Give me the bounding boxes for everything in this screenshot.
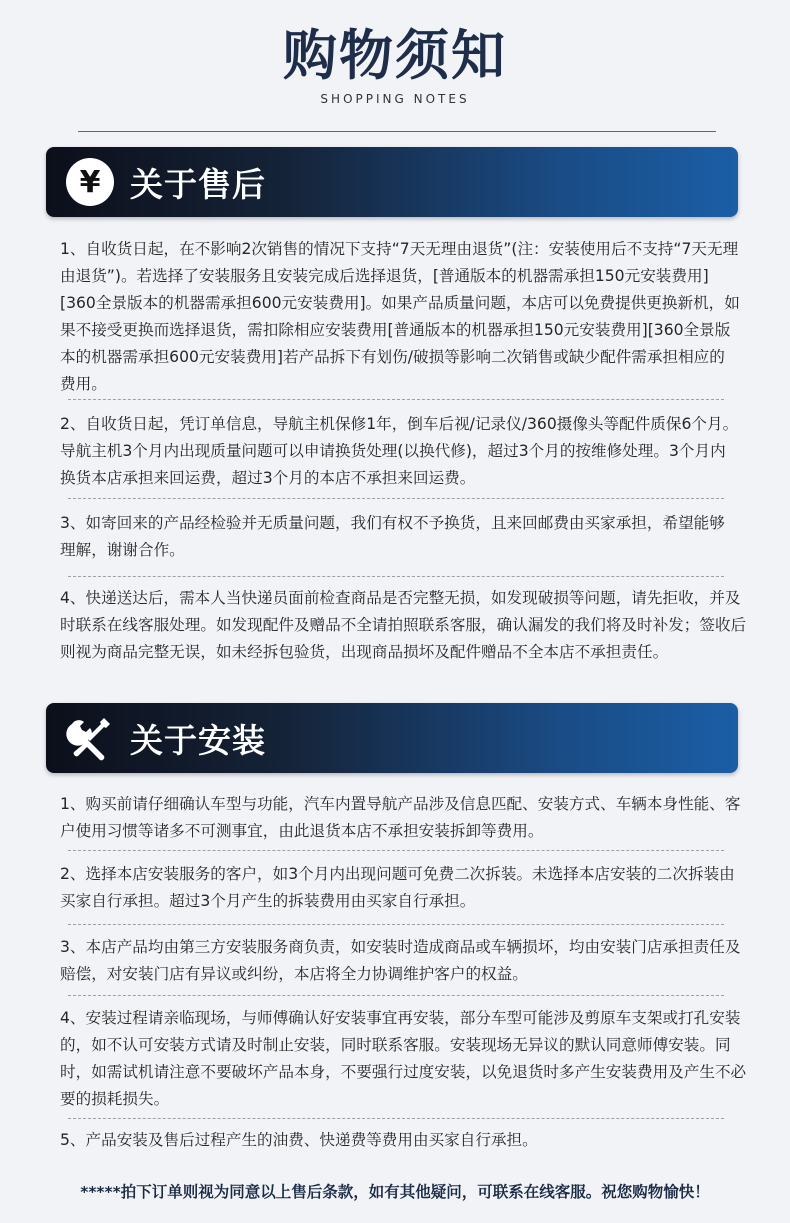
title-divider bbox=[78, 131, 716, 132]
page-title: 购物须知 bbox=[283, 24, 507, 87]
installation-title: 关于安装 bbox=[130, 720, 266, 760]
dashed-divider bbox=[68, 995, 724, 996]
after-sales-item-1: 1、自收货日起，在不影响2次销售的情况下支持“7天无理由退货”(注：安装使用后不支持“7天无理由退货”)。若选择了安装服务且安装完成后选择退货，[普通版本的机器需承担150元安装费用][360全景版本的机器需承担600元安装费用]。如果产品质量问题，本店可以免费提供更换新机，如果不接受更换而选择退货，需扣除相应安装费用[普通版本的机器承担150元安装费用][360全景版本的机器需承担600元安装费用]若产品拆下有划伤/破损等影响二次销售或缺少配件需承担相应的费用。 bbox=[60, 240, 740, 393]
installation-item-1: 1、购买前请仔细确认车型与功能，汽车内置导航产品涉及信息匹配、安装方式、车辆本身性能、客户使用习惯等诸多不可测事宜，由此退货本店不承担安装拆卸等费用。 bbox=[60, 795, 741, 840]
dashed-divider bbox=[68, 924, 724, 925]
after-sales-item-4: 4、快递送达后，需本人当快递员面前检查商品是否完整无损，如发现破损等问题，请先拒收，并及时联系在线客服处理。如发现配件及赠品不全请拍照联系客服，确认漏发的我们将及时补发；签收后则视为商品完整无误，如未经拆包验货，出现商品损坏及配件赠品不全本店不承担责任。 bbox=[60, 589, 747, 661]
dashed-divider bbox=[68, 399, 724, 400]
after-sales-item-2: 2、自收货日起，凭订单信息，导航主机保修1年，倒车后视/记录仪/360摄像头等配件质保6个月。导航主机3个月内出现质量问题可以申请换货处理(以换代修)，超过3个月的按维修处理。3个月内换货本店承担来回运费，超过3个月的本店不承担来回运费。 bbox=[60, 415, 739, 487]
footer-notice: *****拍下订单则视为同意以上售后条款，如有其他疑问，可联系在线客服。祝您购物愉快！ bbox=[80, 1183, 710, 1201]
dashed-divider bbox=[68, 576, 724, 577]
installation-banner bbox=[46, 703, 738, 773]
page-subtitle: SHOPPING NOTES bbox=[320, 92, 470, 106]
wrench-screwdriver-icon bbox=[64, 712, 116, 764]
after-sales-banner bbox=[46, 147, 738, 217]
yen-icon: ¥ bbox=[64, 156, 116, 208]
after-sales-title: 关于售后 bbox=[130, 164, 266, 204]
installation-item-4: 4、安装过程请亲临现场，与师傅确认好安装事宜再安装，部分车型可能涉及剪原车支架或打孔安装的，如不认可安装方式请及时制止安装，同时联系客服。安装现场无异议的默认同意师傅安装。同时，如需试机请注意不要破坏产品本身，不要强行过度安装，以免退货时多产生安装费用及产生不必要的损耗损失。 bbox=[60, 1009, 747, 1108]
installation-item-3: 3、本店产品均由第三方安装服务商负责，如安装时造成商品或车辆损坏，均由安装门店承担责任及赔偿，对安装门店有异议或纠纷，本店将全力协调维护客户的权益。 bbox=[60, 938, 741, 983]
installation-item-5: 5、产品安装及售后过程产生的油费、快递费等费用由买家自行承担。 bbox=[60, 1131, 538, 1149]
dashed-divider bbox=[68, 850, 724, 851]
dashed-divider bbox=[68, 1118, 724, 1119]
after-sales-item-3: 3、如寄回来的产品经检验并无质量问题，我们有权不予换货，且来回邮费由买家承担，希望能够理解，谢谢合作。 bbox=[60, 514, 725, 559]
dashed-divider bbox=[68, 498, 724, 499]
installation-item-2: 2、选择本店安装服务的客户，如3个月内出现问题可免费二次拆装。未选择本店安装的二次拆装由买家自行承担。超过3个月产生的拆装费用由买家自行承担。 bbox=[60, 865, 735, 910]
